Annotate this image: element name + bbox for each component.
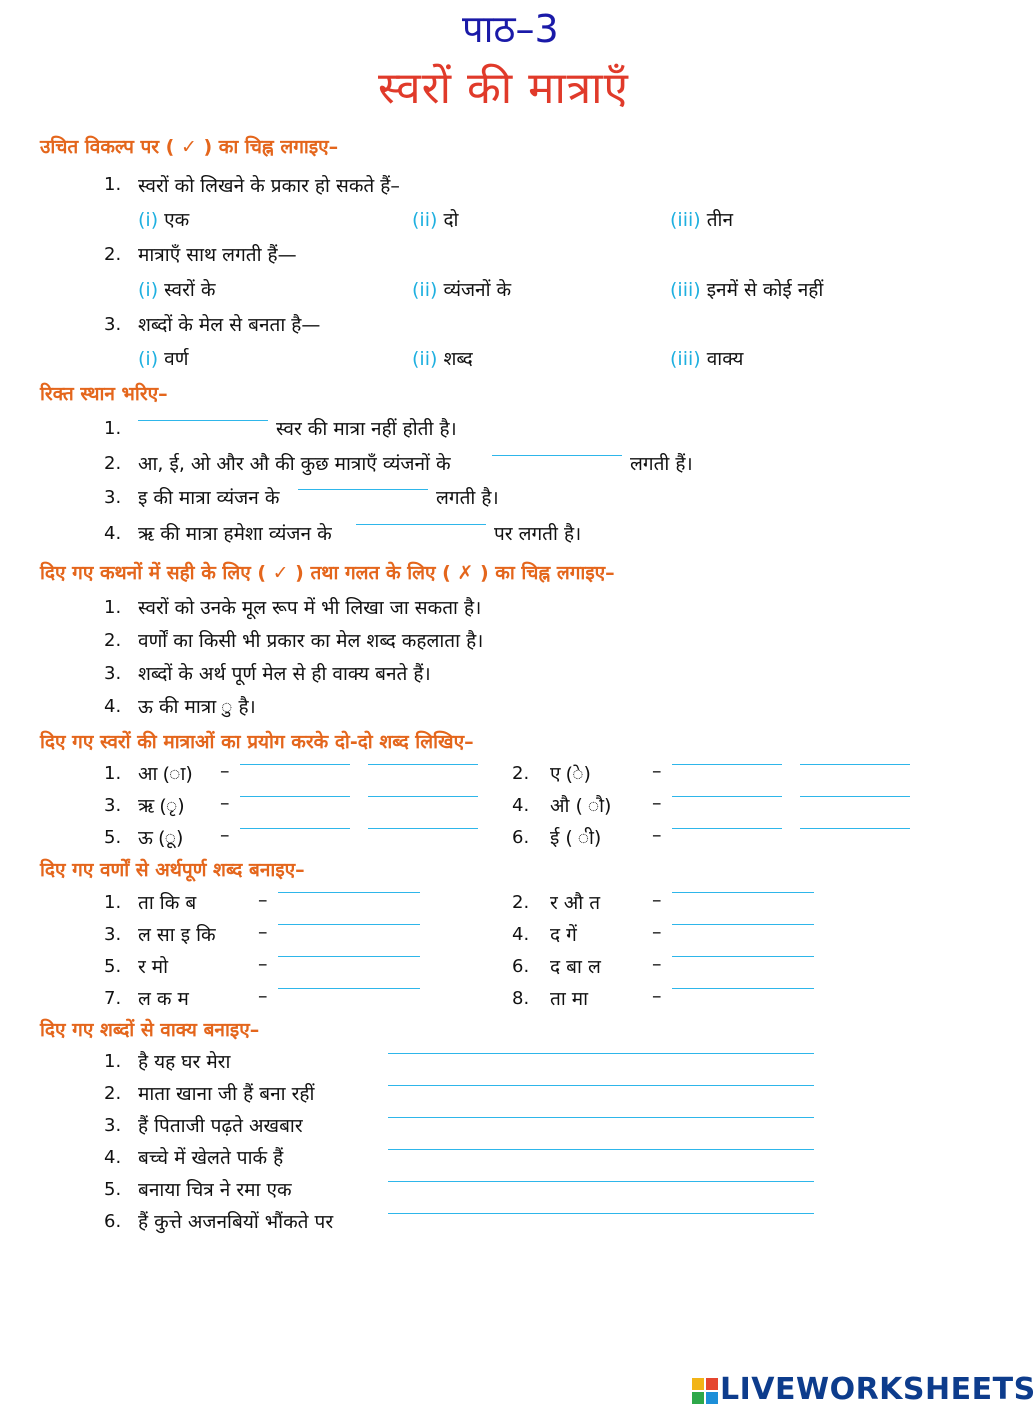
- matra-4-blank-a[interactable]: [672, 796, 782, 797]
- mcq-3-option-2[interactable]: (ii) शब्द: [412, 348, 473, 370]
- word-7-dash: –: [258, 985, 268, 1007]
- fill-2-blank[interactable]: [492, 455, 622, 456]
- tf-1-statement[interactable]: स्वरों को उनके मूल रूप में भी लिखा जा सकता है।: [138, 597, 482, 619]
- word-7-number: 7.: [104, 988, 122, 1009]
- mcq-3-question: शब्दों के मेल से बनता है—: [138, 314, 321, 336]
- sentence-4-words: बच्चे में खेलते पार्क हैं: [138, 1147, 284, 1169]
- section-heading-true-false: दिए गए कथनों में सही के लिए ( ✓ ) तथा गलत के लिए ( ✗ ) का चिह्न लगाइए–: [40, 562, 615, 584]
- word-4-blank[interactable]: [672, 924, 814, 925]
- word-6-blank[interactable]: [672, 956, 814, 957]
- matra-1-label: आ (ा): [138, 763, 193, 785]
- word-8-dash: –: [652, 985, 662, 1007]
- matra-5-dash: –: [220, 824, 230, 846]
- mcq-2-option-3[interactable]: (iii) इनमें से कोई नहीं: [670, 279, 824, 301]
- fill-3-after: लगती है।: [436, 487, 499, 509]
- matra-2-blank-b[interactable]: [800, 764, 910, 765]
- section-heading-fill-blanks: रिक्त स्थान भरिए–: [40, 383, 168, 405]
- matra-5-number: 5.: [104, 827, 122, 848]
- word-3-dash: –: [258, 921, 268, 943]
- matra-1-dash: –: [220, 760, 230, 782]
- word-3-number: 3.: [104, 924, 122, 945]
- mcq-3-option-3[interactable]: (iii) वाक्य: [670, 348, 744, 370]
- sentence-6-number: 6.: [104, 1211, 122, 1232]
- word-8-number: 8.: [512, 988, 530, 1009]
- fill-1-number: 1.: [104, 418, 122, 439]
- word-4-letters: द गें: [550, 924, 577, 946]
- tf-3-number: 3.: [104, 663, 122, 684]
- lesson-number: पाठ–3: [462, 7, 559, 51]
- word-6-number: 6.: [512, 956, 530, 977]
- liveworksheets-logo-icon: [692, 1378, 718, 1404]
- matra-1-number: 1.: [104, 763, 122, 784]
- tf-2-statement[interactable]: वर्णों का किसी भी प्रकार का मेल शब्द कहलाता है।: [138, 630, 484, 652]
- tf-4-number: 4.: [104, 696, 122, 717]
- word-4-dash: –: [652, 921, 662, 943]
- sentence-1-words: है यह घर मेरा: [138, 1051, 231, 1073]
- matra-6-label: ई ( ी): [550, 827, 602, 849]
- sentence-6-blank[interactable]: [388, 1213, 814, 1214]
- fill-3-blank[interactable]: [298, 489, 428, 490]
- word-8-letters: ता मा: [550, 988, 589, 1010]
- sentence-4-blank[interactable]: [388, 1149, 814, 1150]
- sentence-6-words: हैं कुत्ते अजनबियों भौंकते पर: [138, 1211, 334, 1233]
- fill-2-before: आ, ई, ओ और औ की कुछ मात्राएँ व्यंजनों के: [138, 453, 451, 475]
- mcq-2-option-2[interactable]: (ii) व्यंजनों के: [412, 279, 512, 301]
- tf-2-number: 2.: [104, 630, 122, 651]
- word-2-letters: र औ त: [550, 892, 601, 914]
- tf-1-number: 1.: [104, 597, 122, 618]
- mcq-2-number: 2.: [104, 244, 122, 265]
- word-1-number: 1.: [104, 892, 122, 913]
- sentence-5-number: 5.: [104, 1179, 122, 1200]
- sentence-3-words: हैं पिताजी पढ़ते अखबार: [138, 1115, 303, 1137]
- matra-5-blank-b[interactable]: [368, 828, 478, 829]
- matra-4-number: 4.: [512, 795, 530, 816]
- sentence-3-number: 3.: [104, 1115, 122, 1136]
- sentence-2-blank[interactable]: [388, 1085, 814, 1086]
- matra-6-blank-a[interactable]: [672, 828, 782, 829]
- matra-3-label: ऋ (ृ): [138, 795, 185, 817]
- matra-2-blank-a[interactable]: [672, 764, 782, 765]
- fill-4-before: ऋ की मात्रा हमेशा व्यंजन के: [138, 523, 332, 545]
- matra-4-label: औ ( ौ): [550, 795, 612, 817]
- mcq-2-option-1[interactable]: (i) स्वरों के: [138, 279, 216, 301]
- fill-2-after: लगती हैं।: [630, 453, 693, 475]
- matra-1-blank-b[interactable]: [368, 764, 478, 765]
- sentence-2-words: माता खाना जी हैं बना रहीं: [138, 1083, 315, 1105]
- word-3-letters: ल सा इ कि: [138, 924, 216, 946]
- word-1-blank[interactable]: [278, 892, 420, 893]
- matra-1-blank-a[interactable]: [240, 764, 350, 765]
- word-5-blank[interactable]: [278, 956, 420, 957]
- matra-3-number: 3.: [104, 795, 122, 816]
- word-2-number: 2.: [512, 892, 530, 913]
- word-5-letters: र मो: [138, 956, 169, 978]
- fill-2-number: 2.: [104, 453, 122, 474]
- section-heading-matra-words: दिए गए स्वरों की मात्राओं का प्रयोग करके दो-दो शब्द लिखिए–: [40, 731, 474, 753]
- matra-2-dash: –: [652, 760, 662, 782]
- word-1-dash: –: [258, 889, 268, 911]
- matra-3-dash: –: [220, 792, 230, 814]
- word-7-letters: ल क म: [138, 988, 189, 1010]
- sentence-1-number: 1.: [104, 1051, 122, 1072]
- matra-6-blank-b[interactable]: [800, 828, 910, 829]
- sentence-5-blank[interactable]: [388, 1181, 814, 1182]
- mcq-1-option-3[interactable]: (iii) तीन: [670, 209, 734, 231]
- mcq-1-option-1[interactable]: (i) एक: [138, 209, 190, 231]
- tf-4-statement[interactable]: ऊ की मात्रा ु है।: [138, 696, 256, 718]
- word-6-dash: –: [652, 953, 662, 975]
- mcq-1-question: स्वरों को लिखने के प्रकार हो सकते हैं–: [138, 175, 400, 197]
- fill-3-number: 3.: [104, 487, 122, 508]
- mcq-1-option-2[interactable]: (ii) दो: [412, 209, 459, 231]
- mcq-1-number: 1.: [104, 174, 122, 195]
- fill-4-number: 4.: [104, 523, 122, 544]
- word-6-letters: द बा ल: [550, 956, 601, 978]
- word-5-dash: –: [258, 953, 268, 975]
- liveworksheets-logo-text: LIVEWORKSHEETS: [720, 1372, 1036, 1407]
- fill-4-blank[interactable]: [356, 524, 486, 525]
- fill-1-after: स्वर की मात्रा नहीं होती है।: [276, 418, 457, 440]
- matra-5-label: ऊ (ू): [138, 827, 184, 849]
- matra-4-blank-b[interactable]: [800, 796, 910, 797]
- sentence-2-number: 2.: [104, 1083, 122, 1104]
- word-5-number: 5.: [104, 956, 122, 977]
- word-4-number: 4.: [512, 924, 530, 945]
- matra-2-label: ए (े): [550, 763, 591, 785]
- matra-3-blank-a[interactable]: [240, 796, 350, 797]
- page-title: स्वरों की मात्राएँ: [378, 63, 629, 114]
- word-2-blank[interactable]: [672, 892, 814, 893]
- word-1-letters: ता कि ब: [138, 892, 197, 914]
- mcq-3-option-1[interactable]: (i) वर्ण: [138, 348, 189, 370]
- section-heading-make-sentences: दिए गए शब्दों से वाक्य बनाइए–: [40, 1019, 260, 1041]
- word-2-dash: –: [652, 889, 662, 911]
- mcq-2-question: मात्राएँ साथ लगती हैं—: [138, 244, 297, 266]
- matra-2-number: 2.: [512, 763, 530, 784]
- matra-3-blank-b[interactable]: [368, 796, 478, 797]
- fill-4-after: पर लगती है।: [494, 523, 582, 545]
- matra-4-dash: –: [652, 792, 662, 814]
- sentence-1-blank[interactable]: [388, 1053, 814, 1054]
- matra-6-number: 6.: [512, 827, 530, 848]
- sentence-3-blank[interactable]: [388, 1117, 814, 1118]
- fill-1-blank[interactable]: [138, 420, 268, 421]
- sentence-5-words: बनाया चित्र ने रमा एक: [138, 1179, 292, 1201]
- section-heading-make-words: दिए गए वर्णों से अर्थपूर्ण शब्द बनाइए–: [40, 859, 305, 881]
- section-heading-mcq: उचित विकल्प पर ( ✓ ) का चिह्न लगाइए–: [40, 136, 339, 158]
- matra-6-dash: –: [652, 824, 662, 846]
- tf-3-statement[interactable]: शब्दों के अर्थ पूर्ण मेल से ही वाक्य बनते हैं।: [138, 663, 431, 685]
- fill-3-before: इ की मात्रा व्यंजन के: [138, 487, 280, 509]
- word-3-blank[interactable]: [278, 924, 420, 925]
- word-8-blank[interactable]: [672, 988, 814, 989]
- matra-5-blank-a[interactable]: [240, 828, 350, 829]
- mcq-3-number: 3.: [104, 314, 122, 335]
- sentence-4-number: 4.: [104, 1147, 122, 1168]
- word-7-blank[interactable]: [278, 988, 420, 989]
